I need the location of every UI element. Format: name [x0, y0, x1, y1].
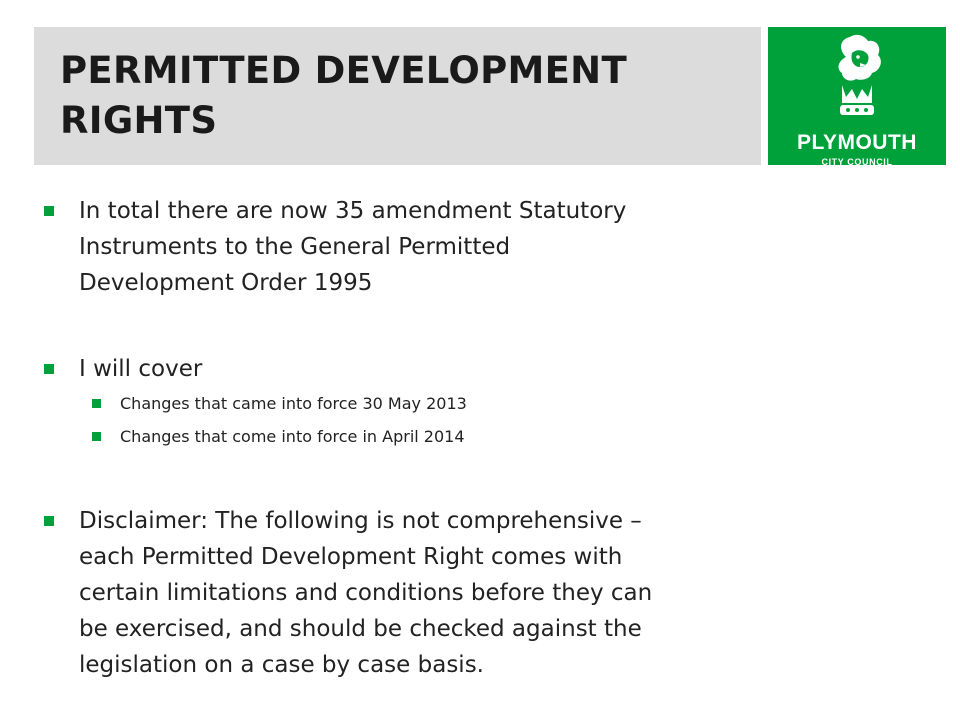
square-bullet-icon [44, 364, 54, 374]
bullet-text-line: legislation on a case by case basis. [79, 652, 484, 678]
sub-bullet-text: Changes that come into force in April 2014 [120, 427, 465, 446]
crown-jewel [846, 108, 850, 112]
sub-bullet-text: Changes that came into force 30 May 2013 [120, 394, 467, 413]
sub-bullet-item [44, 420, 744, 453]
bullet-item [44, 503, 744, 683]
square-bullet-icon [92, 399, 101, 408]
bullet-item [44, 193, 744, 301]
bullet-item [44, 351, 744, 387]
lion-crest-icon [768, 27, 946, 133]
slide-title [60, 46, 750, 146]
plymouth-logo [768, 27, 946, 165]
bullet-text-line: Instruments to the General Permitted [79, 234, 511, 260]
slide-content [44, 193, 744, 683]
bullet-text-line: Disclaimer: The following is not comprehensive – [79, 508, 642, 534]
square-bullet-icon [92, 432, 101, 441]
sub-bullet-item [44, 387, 744, 420]
title-line-2: RIGHTS [60, 99, 218, 142]
bullet-text-line: I will cover [79, 356, 203, 382]
bullet-text-line: certain limitations and conditions before they can [79, 580, 653, 606]
bullet-text-line: In total there are now 35 amendment Statutory [79, 198, 627, 224]
title-line-1: PERMITTED DEVELOPMENT [60, 49, 627, 92]
bullet-text-line: each Permitted Development Right comes with [79, 544, 623, 570]
square-bullet-icon [44, 206, 54, 216]
lion-eye [856, 55, 860, 59]
crown-jewel [855, 108, 859, 112]
bullet-text-line: be exercised, and should be checked against the [79, 616, 642, 642]
square-bullet-icon [44, 516, 54, 526]
logo-name: PLYMOUTH [797, 131, 917, 154]
bullet-text-line: Development Order 1995 [79, 270, 373, 296]
logo-subtitle: CITY COUNCIL [821, 157, 893, 167]
crown-shape [842, 85, 872, 103]
crown-jewel [864, 108, 868, 112]
